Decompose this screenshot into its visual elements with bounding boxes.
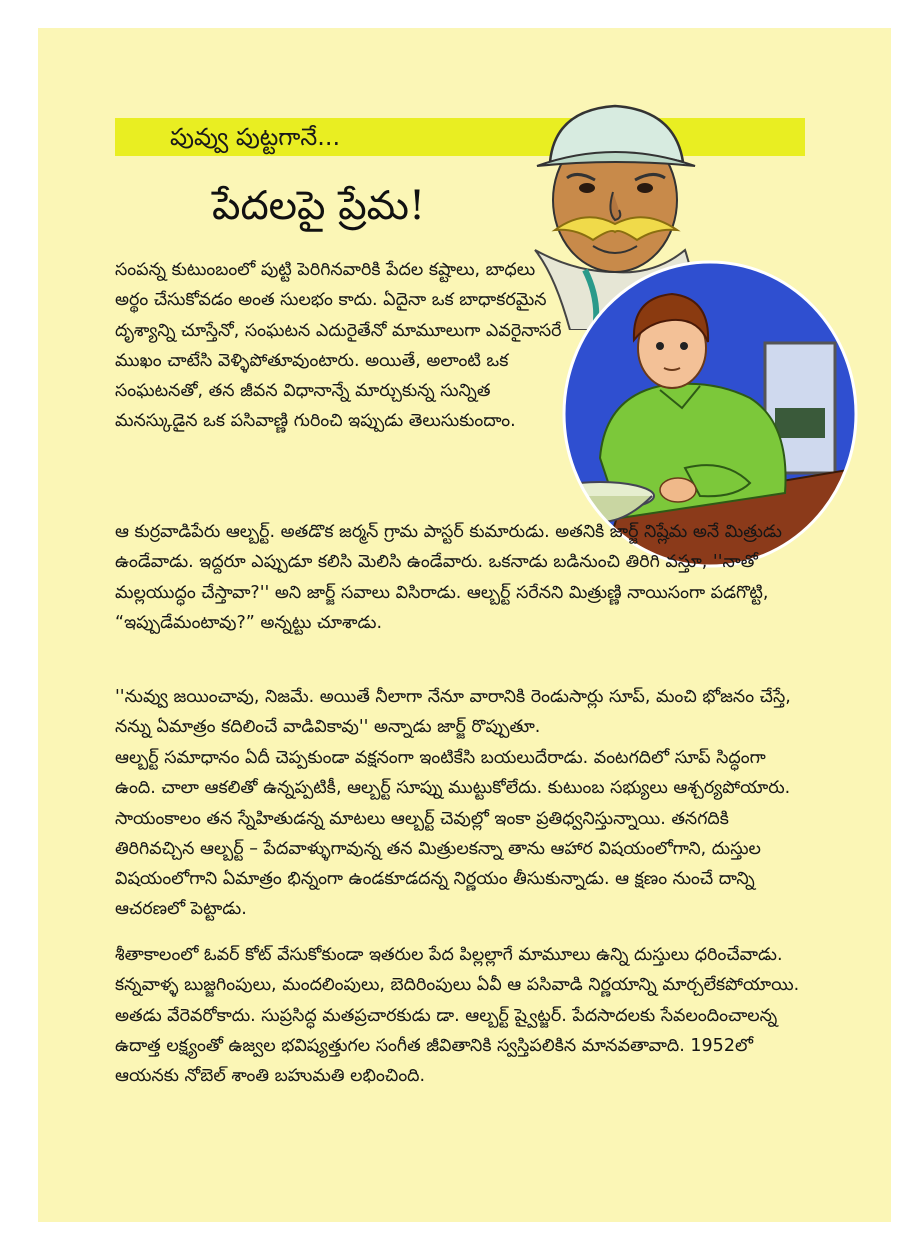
article-paragraph: ''నువ్వు జయించావు, నిజమే. అయితే నీలాగా నేనూ వారానికి రెండుసార్లు సూప్, మంచి భోజనం చేస్తే, నన్ను ఏమాత్రం కదిలించే వాడివికావు'' అన్నాడు జార్జ్ రొప్పుతూ. xyxy=(115,687,791,738)
section-label: పువ్వు పుట్టగానే... xyxy=(170,123,341,151)
article-paragraph: ఆల్బర్ట్ సమాధానం ఏదీ చెప్పకుండా వక్షనంగా ఇంటికేసి బయలుదేరాడు. వంటగదిలో సూప్ సిద్ధంగా ఉంది. చాలా ఆకలితో ఉన్నప్పటికీ, ఆల్బర్ట్ సూప్ను ముట్టుకోలేదు. కుటుంబ సభ్యులు ఆశ్చర్యపోయారు. సాయంకాలం తన స్నేహితుడన్న మాటలు ఆల్బర్ట్ చెవుల్లో ఇంకా ప్రతిధ్వనిస్తున్నాయి. తనగదికి తిరిగివచ్చిన ఆల్బర్ట్ – పేదవాళ్ళుగావున్న తన మిత్రులకన్నా తాను ఆహార విషయంలోగాని, దుస్తుల విషయంలోగాని ఏమాత్రం భిన్నంగా ఉండకూడదన్న నిర్ణయం తీసుకున్నాడు. ఆ క్షణం నుంచే దాన్ని ఆచరణలో పెట్టాడు. xyxy=(115,748,791,920)
article-paragraph: శీతాకాలంలో ఓవర్ కోట్ వేసుకోకుండా ఇతరుల పేద పిల్లల్లాగే మామూలు ఉన్ని దుస్తులు ధరించేవాడు. కన్నవాళ్ళ బుజ్జగింపులు, మందలింపులు, బెదిరింపులు ఏవీ ఆ పసివాడి నిర్ణయాన్ని మార్చలేకపోయాయి. అతడు వేరెవరోకాదు. సుప్రసిద్ధ మతప్రచారకుడు డా. ఆల్బర్ట్ ష్వైట్జర్. పేదసాదలకు సేవలందించాలన్న ఉదాత్త లక్ష్యంతో ఉజ్వల భవిష్యత్తుగల సంగీత జీవితానికి స్వస్తిపలికిన మానవతావాది. 1952లో ఆయనకు నోబెల్ శాంతి బహుమతి లభించింది. xyxy=(115,945,800,1087)
article-paragraph: ఆ కుర్రవాడిపేరు ఆల్బర్ట్. అతడొక జర్మన్ గ్రామ పాస్టర్ కుమారుడు. అతనికి జార్జ్ నిష్లేమ అనే మిత్రుడు ఉండేవాడు. ఇద్దరూ ఎప్పుడూ కలిసి మెలిసి ఉండేవారు. ఒకనాడు బడినుంచి తిరిగి వస్తూ, ''నాతో మల్లయుద్ధం చేస్తావా?'' అని జార్జ్ సవాలు విసిరాడు. ఆల్బర్ట్ సరేనని మిత్రుణ్ణి నాయిసంగా పడగొట్టి, “ఇప్పుడేమంటావు?” అన్నట్టు చూశాడు. xyxy=(115,522,782,633)
article-paragraph: సంపన్న కుటుంబంలో పుట్టి పెరిగినవారికి పేదల కష్టాలు, బాధలు అర్థం చేసుకోవడం అంత సులభం కాదు. ఏదైనా ఒక బాధాకరమైన దృశ్యాన్ని చూస్తేనో, సంఘటన ఎదురైతేనో మామూలుగా ఎవరైనాసరే ముఖం చాటేసి వెళ్ళిపోతూవుంటారు. అయితే, అలాంటి ఒక సంఘటనతో, తన జీవన విధానాన్నే మార్చుకున్న సున్నిత మనస్కుడైన ఒక పసివాణ్ణి గురించి ఇప్పుడు తెలుసుకుందాం. xyxy=(115,260,562,432)
article-title: పేదలపై ప్రేమ! xyxy=(212,183,426,229)
